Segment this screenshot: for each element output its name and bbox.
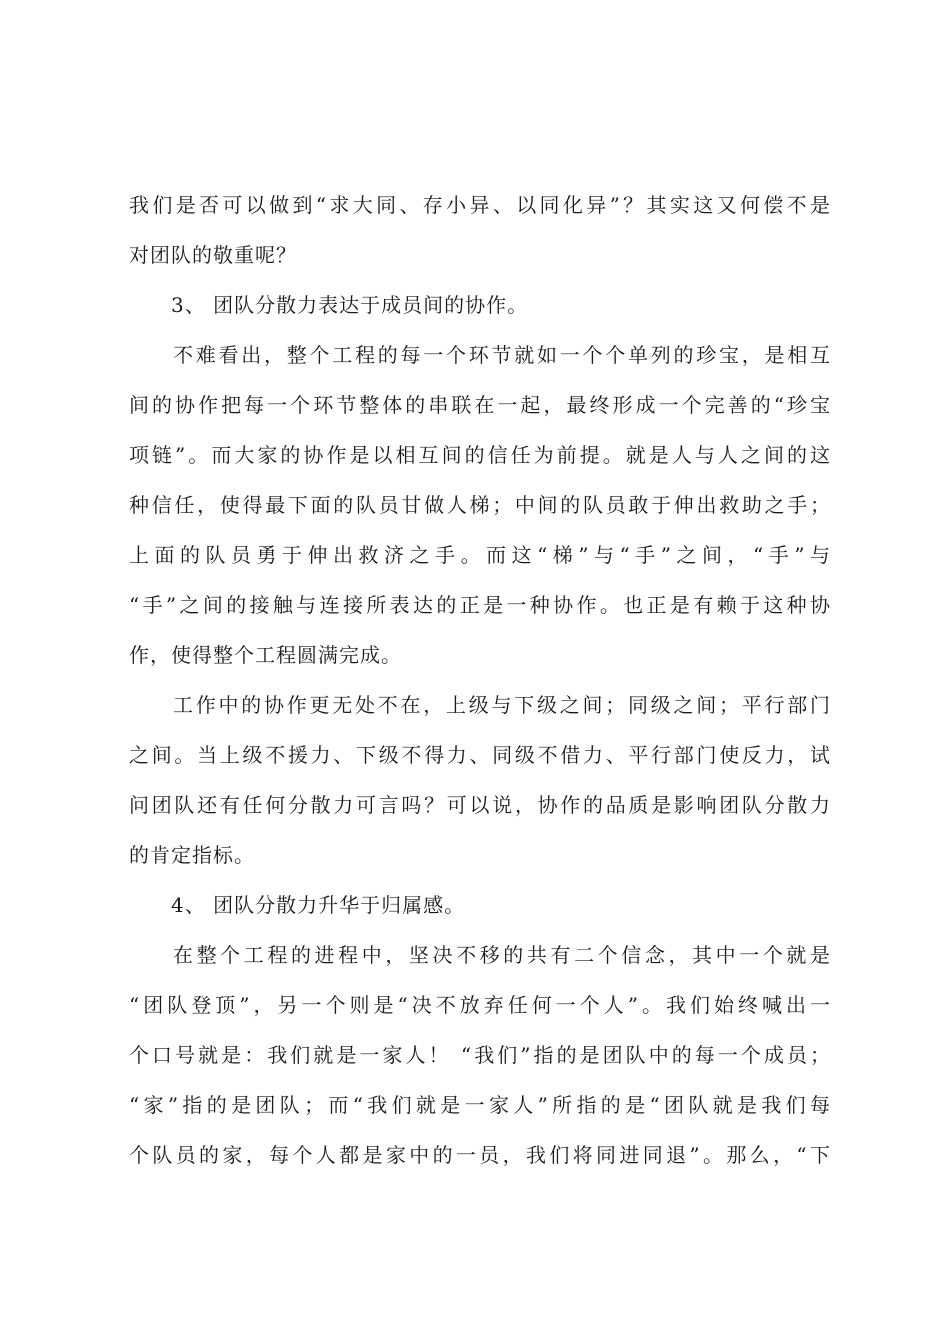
text-line: 作，使得整个工程圆满完成。 (129, 643, 402, 667)
text-line: 的肯定指标。 (129, 843, 255, 867)
text-line: 我们是否可以做到“求大同、存小异、以同化异”？其实这又何偿不是 (129, 193, 831, 217)
text-line: 工作中的协作更无处不在，上级与下级之间；同级之间；平行部门 (173, 693, 831, 717)
text-line: “家”指的是团队；而“我们就是一家人”所指的是“团队就是我们每 (129, 1093, 831, 1117)
section-heading-4: 4、 团队分散力升华于归属感。 (171, 893, 466, 917)
text-line: 在整个工程的进程中，坚决不移的共有二个信念，其中一个就是 (173, 943, 831, 967)
text-line: 不难看出，整个工程的每一个环节就如一个个单列的珍宝，是相互 (173, 343, 831, 367)
section-heading-3: 3、 团队分散力表达于成员间的协作。 (171, 293, 529, 317)
text-line: 问团队还有任何分散力可言吗？可以说，协作的品质是影响团队分散力 (129, 793, 831, 817)
text-line: 个队员的家，每个人都是家中的一员，我们将同进同退”。那么，“下 (129, 1143, 831, 1167)
text-line: 之间。当上级不援力、下级不得力、同级不借力、平行部门使反力，试 (129, 743, 831, 767)
text-line: “团队登顶”，另一个则是“决不放弃任何一个人”。我们始终喊出一 (129, 993, 831, 1017)
text-line: 上面的队员勇于伸出救济之手。而这“梯”与“手”之间，“手”与 (129, 543, 831, 567)
text-line: 个口号就是：我们就是一家人！ “我们”指的是团队中的每一个成员； (129, 1043, 831, 1067)
text-line: 项链”。而大家的协作是以相互间的信任为前提。就是人与人之间的这 (129, 443, 831, 467)
text-line: 对团队的敬重呢？ (129, 243, 297, 267)
text-line: 间的协作把每一个环节整体的串联在一起，最终形成一个完善的“珍宝 (129, 393, 831, 417)
body-text (129, 180, 831, 1180)
text-line: “手”之间的接触与连接所表达的正是一种协作。也正是有赖于这种协 (129, 593, 831, 617)
text-line: 种信任，使得最下面的队员甘做人梯；中间的队员敢于伸出救助之手； (129, 493, 831, 517)
